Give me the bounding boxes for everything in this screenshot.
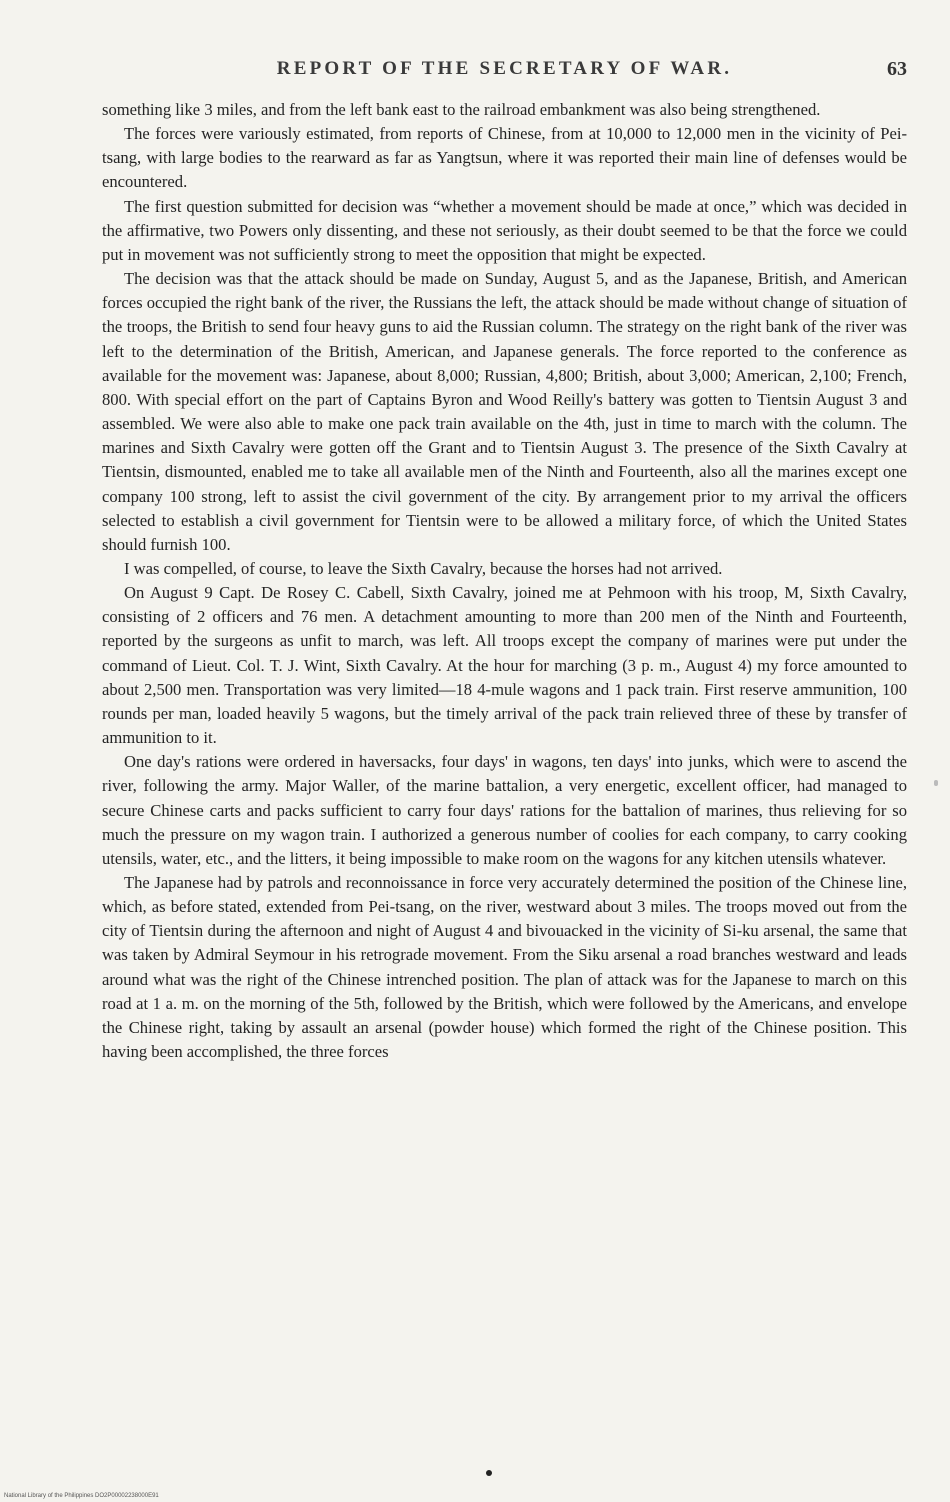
- paragraph: The decision was that the attack should be made on Sunday, August 5, and as the Japanese, British, and American forces occupied the right bank of the river, the Russians the left, the attack should be made without change of situation of the troops, the British to send four heavy guns to aid the Russian column. The strategy on the right bank of the river was left to the determination of the British, American, and Japanese generals. The force reported to the conference as available for the movement was: Japanese, about 8,000; Russian, 4,800; British, about 3,000; American, 2,100; French, 800. With special effort on the part of Captains Byron and Wood Reilly's battery was gotten to Tientsin August 3 and assembled. We were also able to make one pack train available on the 4th, just in time to march with the column. The marines and Sixth Cavalry were gotten off the Grant and to Tientsin August 3. The presence of the Sixth Cavalry at Tientsin, dismounted, enabled me to take all available men of the Ninth and Fourteenth, also all the marines except one company 100 strong, left to assist the civil government of the city. By arrangement prior to my arrival the officers selected to establish a civil government for Tientsin were to be allowed a military force, of which the United States should furnish 100.: [102, 269, 907, 554]
- scan-footer-credit: National Library of the Philippines DO2P00002238000E91: [4, 1493, 159, 1499]
- printer-mark-dot: [486, 1470, 492, 1476]
- paragraph: On August 9 Capt. De Rosey C. Cabell, Sixth Cavalry, joined me at Pehmoon with his troop, M, Sixth Cavalry, consisting of 2 officers and 76 men. A detachment amounting to more than 200 men of the Ninth and Fourteenth, reported by the surgeons as unfit to march, was left. All troops except the company of marines were put under the command of Lieut. Col. T. J. Wint, Sixth Cavalry. At the hour for marching (3 p. m., August 4) my force amounted to about 2,500 men. Transportation was very limited—18 4-mule wagons and 1 pack train. First reserve ammunition, 100 rounds per man, loaded heavily 5 wagons, but the timely arrival of the pack train relieved three of these by transfer of ammunition to it.: [102, 583, 907, 748]
- paragraph: One day's rations were ordered in haversacks, four days' in wagons, ten days' into junks, which were to ascend the river, following the army. Major Waller, of the marine battalion, a very energetic, excellent officer, had managed to secure Chinese carts and packs sufficient to carry four days' rations for the battalion of marines, thus relieving for so much the pressure on my wagon train. I authorized a generous number of coolies for each company, to carry cooking utensils, water, etc., and the litters, it being impossible to make room on the wagons for any kitchen utensils whatever.: [102, 752, 907, 868]
- paragraph: The first question submitted for decision was “whether a movement should be made at once,” which was decided in the affirmative, two Powers only dissenting, and these not seriously, as their doubt seemed to be that the force we could put in movement was not sufficiently strong to meet the opposition that might be expected.: [102, 196, 907, 264]
- paragraph: The Japanese had by patrols and reconnoissance in force very accurately determined the position of the Chinese line, which, as before stated, extended from Pei-tsang, on the river, westward about 3 miles. The troops moved out from the city of Tientsin during the afternoon and night of August 4 and bivouacked in the vicinity of Si-ku arsenal, the same that was taken by Admiral Seymour in his retrograde movement. From the Siku arsenal a road branches westward and leads around what was the right of the Chinese intrenched position. The plan of attack was for the Japanese to march on this road at 1 a. m. on the morning of the 5th, followed by the British, which were followed by the Americans, and envelope the Chinese right, taking by assault an arsenal (powder house) which formed the right of the Chinese position. This having been accomplished, the three forces: [102, 873, 907, 1062]
- page-number: 63: [887, 58, 907, 80]
- page-header: [102, 58, 907, 88]
- paragraph: The forces were variously estimated, from reports of Chinese, from at 10,000 to 12,000 men in the vicinity of Pei-tsang, with large bodies to the rearward as far as Yangtsun, where it was reported their main line of defenses would be encountered.: [102, 124, 907, 192]
- paragraph: something like 3 miles, and from the left bank east to the railroad embankment was also being strengthened.: [102, 100, 821, 119]
- body-text: [102, 98, 907, 1064]
- running-head: REPORT OF THE SECRETARY OF WAR.: [276, 58, 733, 79]
- paragraph: I was compelled, of course, to leave the Sixth Cavalry, because the horses had not arrived.: [124, 558, 723, 578]
- scan-edge-mark: [934, 780, 938, 786]
